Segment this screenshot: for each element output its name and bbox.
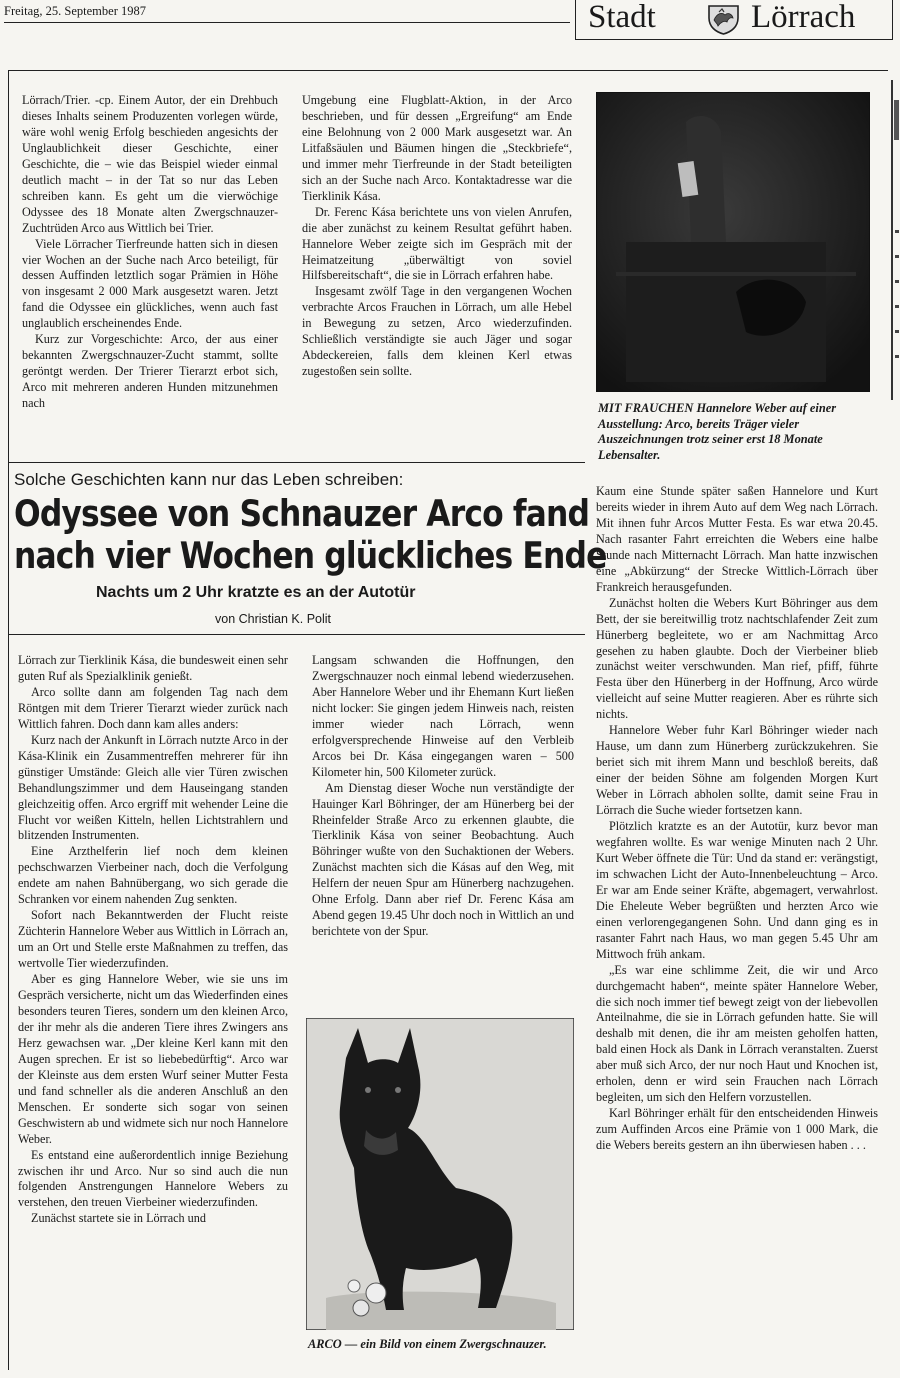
paragraph: Dr. Ferenc Kása berichtete uns von vielen Anrufen, die aber zunächst zu keinem Resultat geführt haben. Hannelore Weber zeigte sich im Gespräch mit der Heimatzeitung „überwältigt von soviel Hilfsbereitschaft“, die sie in Lörrach erfahren habe. [302,204,572,283]
paragraph: Umgebung eine Flugblatt-Aktion, in der Arco beschrieben, und für dessen „Ergreifung“ am Ende eine Belohnung von 2 000 Mark ausgesetzt war. An Litfaßsäulen und Bäumen hingen die „Steckbriefe“, und immer mehr Tierfreunde in der Stadt beteiligten sich an der Suche nach Arco. Kontaktadresse war die Tierklinik Kásа. [302,93,572,203]
byline: von Christian K. Polit [215,612,332,626]
paragraph: Lörrach zur Tierklinik Kása, die bundesweit einen sehr guten Ruf als Spezialklinik genießt. [18,653,288,683]
paragraph: Plötzlich kratzte es an der Autotür, kurz bevor man wegfahren wollte. Es war wenige Minuten nach 2 Uhr. Kurt Weber öffnete die Tür: Und da stand er: verängstigt, im schwachen Licht der Auto-Innenbeleuchtung – Arco. Er war am Ende seiner Kräfte, abgemagert, verwahrlost. Die Eheleute Weber begrüßten und herzten Arco wie einen verlorengegangenen Sohn. Und dann ging es in rasanter Fahrt nach Haus, wo man gegen 5.45 Uhr am Mittwoch früh ankam. [596,819,878,961]
dog-photo-caption: ARCO — ein Bild von einem Zwergschnauzer. [308,1337,547,1351]
main-article-col2 [312,653,574,1013]
paragraph: „Es war eine schlimme Zeit, die wir und Arco durchgemacht haben“, meinte später Hannelore Weber, die sich noch immer tief bewegt zeigt von der liebevollen Anteilnahme, die sie in Lörrach gefunden hatte. Sie will deshalb mit denen, die ihr am meisten geholfen hatten, bald einen Hock als Dank in Lörrach veranstalten. Zuerst aber muß sich Arco, der nur noch Haut und Knochen ist, erholen, denn er wird sein Frauchen nach Lörrach begleiten, um sich den Helfern vorzustellen. [596,962,878,1105]
paragraph: Arco sollte dann am folgenden Tag nach dem Röntgen mit dem Trierer Tierarzt wieder zurück nach Wittlich fahren. Doch dann kam alles anders: [18,684,288,731]
city-crest-icon [707,4,740,35]
paragraph: Kaum eine Stunde später saßen Hannelore und Kurt bereits wieder in ihrem Auto auf dem Weg nach Lörrach. Mit ihnen fuhr Arcos Mutter Festa. Es war etwa 20.45. Nach rasanter Fahrt erreichten die Webers eine halbe Stunde nach Mitternacht Lörrach. Man hatte inzwischen eine „Abkürzung“ der Strecke Wittlich-Lörrach über Frankreich herausgefunden. [596,484,878,594]
paragraph: Hannelore Weber fuhr Karl Böhringer wieder nach Hause, um dann zum Hünerberg zurückzukehren. Sie beriet sich mit ihrem Mann und beschloß bereits, daß einer der beiden Söhne am folgenden Morgen Kurt Weber in Lörrach abholen sollte, damit seine Frau in Lörrach die Suche wieder fortsetzen kann. [596,723,878,818]
paragraph: Kurz zur Vorgeschichte: Arco, der aus einer bekannten Zwergschnauzer-Zucht stammt, sollte geröntgt werden. Der Trierer Tierarzt erbot sich, Arco mit mehreren anderen Hunden mitzunehmen nach [22,332,278,411]
paragraph: Insgesamt zwölf Tage in den vergangenen Wochen verbrachte Arcos Frauchen in Lörrach, um alle Hebel in Bewegung zu setzen, Arco wiederzufinden. Schließlich verständigte sie auch Jäger und sogar Abdeckereien, falls dem kleinen Kerl etwas zugestoßen sein sollte. [302,284,572,379]
top-article-col2 [302,93,572,451]
paragraph: Aber es ging Hannelore Weber, wie sie uns im Gespräch versicherte, nicht um das Wiederfinden eines besonders teuren Tieres, sondern um den kleinen Arco, der ihr mehr als die anderen Tiere ihres Zwingers ans Herz gewachsen war. „Der kleine Kerl kann mit den Augen sprechen. Er ist so liebebedürftig“. Arco war der Kleinste aus dem ersten Wurf seiner Mutter Festa und fand schneller als die anderen Anschluß an den Menschen. Er sonderte sich sogar von seinen Geschwistern ab und widmete sich nur noch Hannelore Weber. [18,972,288,1146]
section-masthead [575,0,893,40]
adjacent-page-edge [888,80,900,400]
headline [14,492,607,577]
byline-rule [8,634,585,635]
subheadline: Nachts um 2 Uhr kratzte es an der Autotür [96,584,416,601]
headline-line-2: nach vier Wochen glückliches Ende [14,534,607,577]
paragraph: Lörrach/Trier. -cp. Einem Autor, der ein Drehbuch dieses Inhalts seinem Produzenten vorlegen würde, wäre wohl wenig Erfolg beschieden angesichts der Unglaublichkeit dieser Geschichte, einer Geschichte, die – wie das Beispiel wieder einmal deutlich macht – in der Tat so nur das Leben schreiben kann. Es geht um die vierwöchige Odyssee des 18 Monate alten Zwergschnauzer-Zuchtrüden Arco aus Wittlich bei Trier. [22,93,278,235]
main-article-col3 [596,484,878,1372]
kicker: Solche Geschichten kann nur das Leben schreiben: [14,470,404,489]
paragraph: Am Dienstag dieser Woche nun verständigte der Hauinger Karl Böhringer, der am Hünerberg bei der Rheinfelder Straße Arco zu erkennen glaubte, die Tierklinik Kása von seiner Beobachtung. Auch Böhringer wußte von den Suchaktionen der Webers. Zunächst machten sich die Kásas auf den Weg, mit Helfern der neuen Spur am Hünerberg nachzugehen. Ohne Erfolg. Dann aber rief Dr. Ferenc Kása am Abend gegen 19.45 Uhr doch noch in Wittlich an und berichtete von der Spur. [312,780,574,939]
photo-owner-with-dog [596,92,870,392]
paragraph: Karl Böhringer erhält für den entscheidenden Hinweis zum Auffinden Arcos eine Prämie von 1 000 Mark, die die Webers bereits gestern an ihn überwiesen haben . . . [596,1106,878,1153]
top-photo-caption: MIT FRAUCHEN Hannelore Weber auf einer Ausstellung: Arco, bereits Träger vieler Auszeichnungen trotz seiner erst 18 Monate Lebensalter. [598,401,837,462]
section-word-loerrach: Lörrach [751,0,856,35]
article-frame-top [8,70,888,71]
header-rule [4,22,570,23]
top-article-col1 [22,93,278,451]
section-word-stadt: Stadt [588,0,656,35]
paragraph: Eine Arzthelferin lief noch dem kleinen pechschwarzen Vierbeiner nach, doch die Verfolgung endete am nahen Bahnübergang, wo sich gerade die Schranken vor einem nahenden Zug senkten. [18,844,288,907]
paragraph: Es entstand eine außerordentlich innige Beziehung zwischen ihr und Arco. Nur so sind auch die nun folgenden Anstrengungen Hannelore Webers zu verstehen, den treuen Vierbeiner wiederzufinden. [18,1147,288,1210]
photo-arco-dog [306,1018,574,1330]
paragraph: Zunächst holten die Webers Kurt Böhringer aus dem Bett, der sie bereitwillig trotz nachtschlafender Zeit zum Hünerberg begleitete, wo er am Nachmittag Arco gesehen zu haben glaubte. Doch der Vierbeiner blieb zunächst weiter verschwunden. Man rief, pfiff, führte Festa über den Hünerberg in der Hoffnung, Arco würde vielleicht auf seine Mutter reagieren. Aber es rührte sich nichts. [596,595,878,722]
paragraph: Zunächst startete sie in Lörrach und [31,1211,206,1226]
headline-line-1: Odyssee von Schnauzer Arco fand [14,492,590,535]
main-article-col1 [18,653,288,1371]
headline-rule [8,462,585,463]
issue-date: Freitag, 25. September 1987 [4,4,146,18]
paragraph: Viele Lörracher Tierfreunde hatten sich in diesen vier Wochen an der Suche nach Arco beteiligt, für dessen Auffinden letztlich sogar Prämien in Höhe von insgesamt 2 000 Mark ausgesetzt waren. Jetzt fand die Odyssee ein glückliches, wenn auch fast unglaublich erscheinendes Ende. [22,236,278,331]
paragraph: Langsam schwanden die Hoffnungen, den Zwergschnauzer noch einmal lebend wiederzusehen. Aber Hannelore Weber und ihr Ehemann Kurt ließen nicht locker: Sie gingen jedem Hinweis nach, reisten immer wieder nach Lörrach, wenn erfolgversprechende Hinweise auf den Verbleib Arcos bei Dr. Kása eingegangen waren – 500 Kilometer hin, 500 Kilometer zurück. [312,653,574,779]
paragraph: Sofort nach Bekanntwerden der Flucht reiste Züchterin Hannelore Weber aus Wittlich in Lörrach an, um an Ort und Stelle erste Maßnahmen zu treffen, das wertvolle Tier wiederzufinden. [18,908,288,971]
paragraph: Kurz nach der Ankunft in Lörrach nutzte Arco in der Kása-Klinik ein Zusammentreffen mehrerer für ihn günstiger Umstände: Gleich alle vier Türen zwischen Behandlungszimmer und dem Hauseingang standen gleichzeitig offen. Arco ergriff mit wehender Leine die Flucht vor weißen Kitteln, hellen Lichtstrahlern und blitzenden Instrumenten. [18,732,288,843]
